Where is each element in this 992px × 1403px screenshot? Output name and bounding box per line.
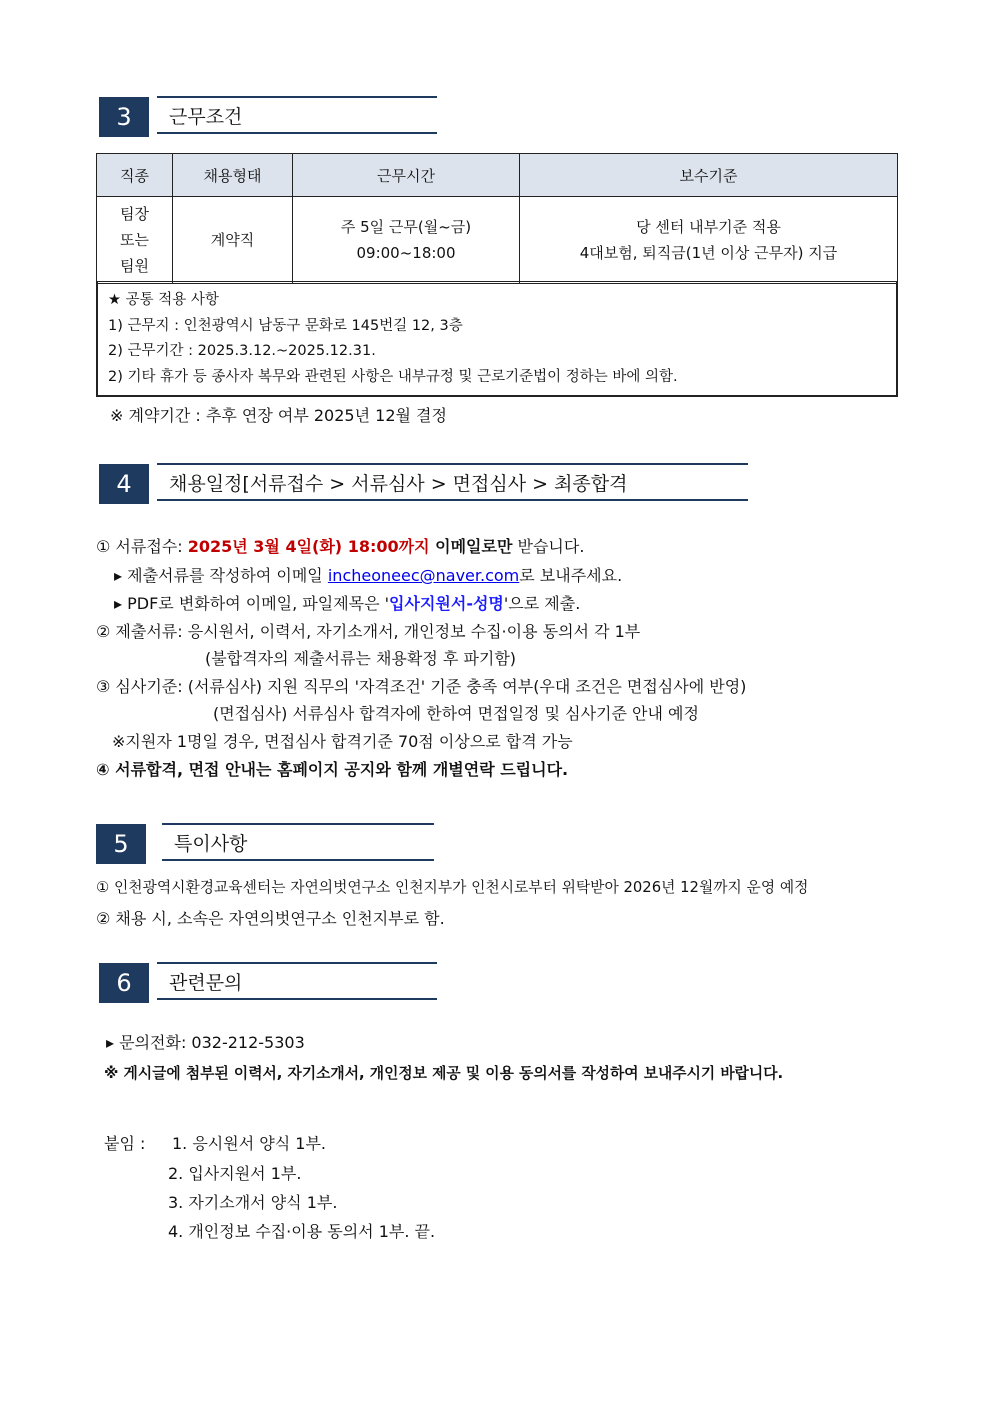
- table-cell-hours: 주 5일 근무(월~금) 09:00~18:00: [293, 197, 520, 284]
- schedule-line: (불합격자의 제출서류는 채용확정 후 파기함): [205, 649, 517, 668]
- table-cell-job: 팀장 또는 팀원: [97, 197, 173, 284]
- schedule-line: ① 서류접수: 2025년 3월 4일(화) 18:00까지 이메일로만 받습니다.: [96, 537, 585, 556]
- section-title: 관련문의: [157, 962, 437, 1000]
- attach-item: 1. 응시원서 양식 1부.: [172, 1134, 326, 1153]
- contract-note: ※ 계약기간 : 추후 연장 여부 2025년 12월 결정: [110, 406, 447, 425]
- note-line: 2) 기타 휴가 등 종사자 복무와 관련된 사항은 내부규정 및 근로기준법이 정하는 바에 의함.: [108, 368, 678, 385]
- contact-phone: ▸ 문의전화: 032-212-5303: [106, 1033, 305, 1052]
- table-header: 직종: [97, 154, 173, 197]
- schedule-line: ④ 서류합격, 면접 안내는 홈페이지 공지와 함께 개별연락 드립니다.: [96, 760, 569, 779]
- special-line: ② 채용 시, 소속은 자연의벗연구소 인천지부로 함.: [96, 909, 445, 928]
- common-notes-box: [96, 281, 898, 397]
- section-number: 3: [99, 97, 149, 137]
- section-number: 6: [99, 963, 149, 1003]
- attach-item: 4. 개인정보 수집·이용 동의서 1부. 끝.: [168, 1222, 436, 1241]
- special-line: ① 인천광역시환경교육센터는 자연의벗연구소 인천지부가 인천시로부터 위탁받아 2026년 12월까지 운영 예정: [96, 879, 809, 896]
- section-number: 4: [99, 464, 149, 504]
- table-header: 채용형태: [173, 154, 293, 197]
- note-line: 2) 근무기간 : 2025.3.12.~2025.12.31.: [108, 343, 376, 359]
- attach-label: 붙임 :: [104, 1134, 146, 1153]
- schedule-line: ③ 심사기준: (서류심사) 지원 직무의 '자격조건' 기준 충족 여부(우대 조건은 면접심사에 반영): [96, 677, 747, 696]
- table-header: 보수기준: [520, 154, 898, 197]
- section-title: 특이사항: [162, 823, 434, 861]
- section-number: 5: [96, 824, 146, 864]
- table-cell-pay: 당 센터 내부기준 적용 4대보험, 퇴직금(1년 이상 근무자) 지급: [520, 197, 898, 284]
- attach-item: 3. 자기소개서 양식 1부.: [168, 1193, 338, 1212]
- note-line: 1) 근무지 : 인천광역시 남동구 문화로 145번길 12, 3층: [108, 317, 463, 334]
- contact-note: ※ 게시글에 첨부된 이력서, 자기소개서, 개인정보 제공 및 이용 동의서를 작성하여 보내주시기 바랍니다.: [104, 1065, 784, 1082]
- schedule-line: (면접심사) 서류심사 합격자에 한하여 면접일정 및 심사기준 안내 예정: [213, 704, 699, 723]
- schedule-line: ▸ 제출서류를 작성하여 이메일 incheoneec@naver.com로 보내주세요.: [114, 566, 623, 585]
- section-title: 채용일정[서류접수 > 서류심사 > 면접심사 > 최종합격: [157, 463, 748, 501]
- table-cell-type: 계약직: [173, 197, 293, 284]
- deadline: 2025년 3월 4일(화) 18:00까지: [187, 537, 430, 556]
- note-line: ★ 공통 적용 사항: [108, 292, 219, 308]
- work-conditions-table: [96, 153, 898, 284]
- table-header: 근무시간: [293, 154, 520, 197]
- schedule-line: ▸ PDF로 변화하여 이메일, 파일제목은 '입사지원서-성명'으로 제출.: [114, 594, 581, 613]
- section-title: 근무조건: [157, 96, 437, 134]
- attach-item: 2. 입사지원서 1부.: [168, 1164, 302, 1183]
- schedule-line: ※지원자 1명일 경우, 면접심사 합격기준 70점 이상으로 합격 가능: [112, 732, 573, 751]
- email-link[interactable]: incheoneec@naver.com: [327, 566, 520, 585]
- schedule-line: ② 제출서류: 응시원서, 이력서, 자기소개서, 개인정보 수집·이용 동의서 각 1부: [96, 622, 641, 641]
